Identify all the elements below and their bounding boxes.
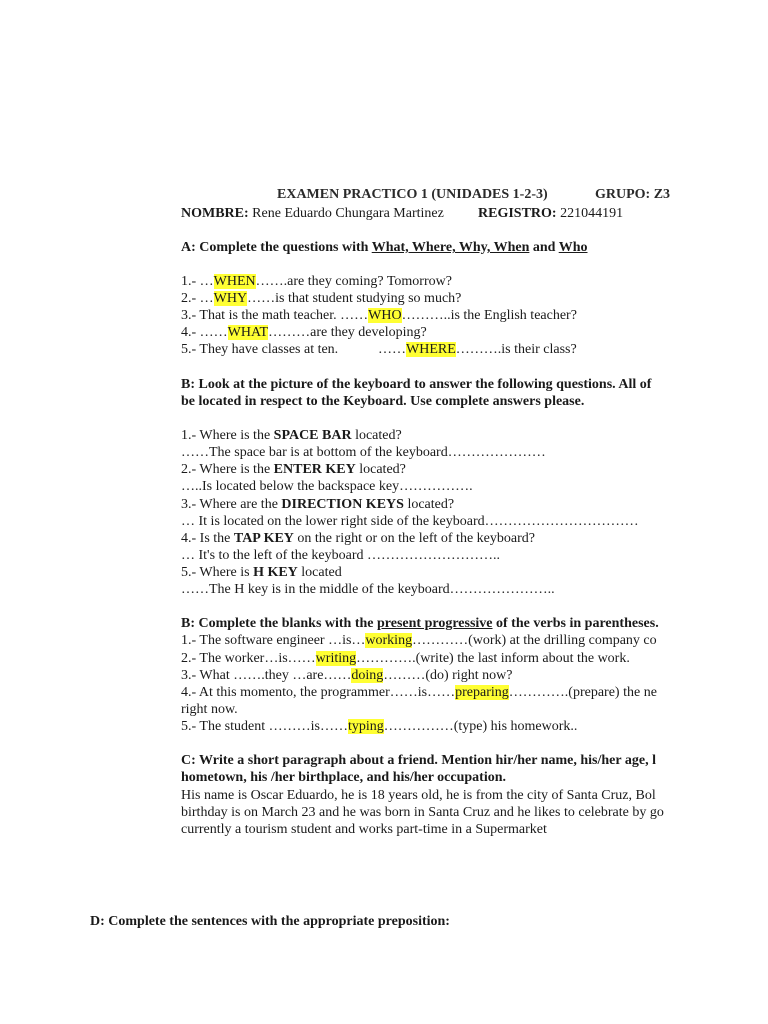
section-a-item-answer: ……WHERE……….is their class? (378, 342, 577, 357)
question: 3.- Where are the DIRECTION KEYS located? (181, 497, 455, 512)
registro-value: 221044191 (560, 206, 624, 221)
progressive-item: 4.- At this momento, the programmer……is……preparing………….(prepare) the ne (181, 685, 657, 700)
paragraph-line: currently a tourism student and works part-time in a Supermarket (181, 822, 547, 837)
progressive-item: 2.- The worker…is……writing………….(write) the last inform about the work. (181, 651, 630, 666)
progressive-item: 5.- The student ………is……typing……………(type) his homework.. (181, 719, 578, 734)
section-b-heading: B: Look at the picture of the keyboard to answer the following questions. All of (181, 377, 652, 392)
answer-highlight: WHAT (227, 325, 269, 340)
answer-highlight: writing (315, 651, 357, 666)
exam-title: EXAMEN PRACTICO 1 (UNIDADES 1-2-3) (277, 187, 548, 202)
grupo-label: GRUPO: (595, 187, 651, 202)
section-a-item: 2.- …WHY……is that student studying so much? (181, 291, 462, 306)
answer-highlight: WHERE (406, 342, 456, 357)
answer: … It is located on the lower right side of the keyboard…………………………… (181, 514, 639, 529)
answer: ……The H key is in the middle of the keyboard………………….. (181, 582, 555, 597)
section-d-heading: D: Complete the sentences with the appropriate preposition: (90, 914, 450, 929)
answer-highlight: working (365, 633, 413, 648)
nombre-value: Rene Eduardo Chungara Martinez (252, 206, 444, 221)
grupo-value: Z3 (653, 187, 671, 202)
answer: … It's to the left of the keyboard ……………………….. (181, 548, 501, 563)
section-a-item: 5.- They have classes at ten. (181, 342, 339, 357)
answer-highlight: WHY (213, 291, 248, 306)
section-c-heading-cont: hometown, his /her birthplace, and his/her occupation. (181, 770, 507, 785)
section-c-heading: C: Write a short paragraph about a friend. Mention hir/her name, his/her age, l (181, 753, 656, 768)
grupo-field (595, 186, 670, 203)
question: 5.- Where is H KEY located (181, 565, 342, 580)
paragraph-line: His name is Oscar Eduardo, he is 18 years old, he is from the city of Santa Cruz, Bol (181, 788, 656, 803)
question: 1.- Where is the SPACE BAR located? (181, 428, 402, 443)
answer-highlight: doing (351, 668, 384, 683)
section-a-item: 3.- That is the math teacher. ……WHO………..is the English teacher? (181, 308, 577, 323)
question: 4.- Is the TAP KEY on the right or on the left of the keyboard? (181, 531, 535, 546)
section-a-heading: A: Complete the questions with What, Where, Why, When and Who (181, 240, 588, 255)
nombre-label: NOMBRE: (181, 206, 249, 221)
nombre-field (181, 205, 444, 222)
answer: …..Is located below the backspace key……………. (181, 479, 473, 494)
registro-field (478, 205, 623, 222)
answer-highlight: WHEN (213, 274, 256, 289)
section-a-item: 1.- …WHEN…….are they coming? Tomorrow? (181, 274, 452, 289)
answer: ……The space bar is at bottom of the keyboard………………… (181, 445, 546, 460)
section-a-item: 4.- ……WHAT………are they developing? (181, 325, 427, 340)
section-b2-heading: B: Complete the blanks with the present progressive of the verbs in parentheses. (181, 616, 659, 631)
answer-highlight: typing (347, 719, 384, 734)
answer-highlight: preparing (455, 685, 509, 700)
section-b-heading-cont: be located in respect to the Keyboard. Use complete answers please. (181, 394, 585, 409)
registro-label: REGISTRO: (478, 206, 557, 221)
progressive-item: 1.- The software engineer …is…working…………(work) at the drilling company co (181, 633, 657, 648)
paragraph-line: birthday is on March 23 and he was born in Santa Cruz and he likes to celebrate by go (181, 805, 664, 820)
progressive-item: 3.- What …….they …are……doing………(do) right now? (181, 668, 513, 683)
question: 2.- Where is the ENTER KEY located? (181, 462, 406, 477)
progressive-item-cont: right now. (181, 702, 238, 717)
answer-highlight: WHO (368, 308, 402, 323)
